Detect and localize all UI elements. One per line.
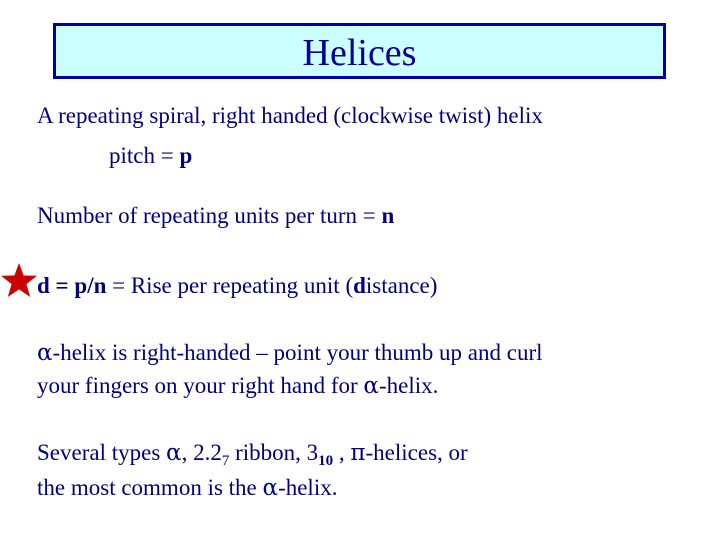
types-text-c: , (333, 440, 351, 465)
rise-description-end: istance) (365, 273, 438, 298)
alpha-symbol: α (363, 373, 379, 399)
alpha-text-2-end: -helix. (378, 373, 439, 398)
rise-line (37, 271, 437, 301)
alpha-symbol: α (262, 475, 279, 501)
alpha-line-2 (37, 371, 438, 401)
pitch-line (109, 141, 192, 171)
alpha-text-1: -helix is right-handed – point your thumb up and curl (52, 340, 543, 365)
alpha-line-1 (37, 338, 543, 368)
pi-symbol: π (350, 440, 366, 466)
units-label: Number of repeating units per turn = (37, 203, 382, 228)
units-line (37, 201, 394, 231)
types-text-f: -helix. (278, 475, 338, 500)
subscript-10: 10 (318, 453, 334, 469)
alpha-text-2: your fingers on your right hand for (37, 373, 364, 398)
alpha-symbol: α (37, 340, 53, 366)
types-text-a: , 2.2 (181, 440, 222, 465)
units-variable: n (381, 203, 395, 228)
star-icon (0, 262, 38, 298)
types-line-2 (37, 473, 337, 503)
alpha-symbol: α (166, 440, 182, 466)
types-label: Several types (37, 440, 167, 465)
title-banner (53, 23, 666, 79)
types-text-d: -helices, or (365, 440, 468, 465)
definition-text: A repeating spiral, right handed (clockwise twist) helix (37, 103, 543, 128)
types-text-e: the most common is the (37, 475, 263, 500)
types-line-1 (37, 438, 468, 468)
rise-bold-letter: d (353, 273, 366, 298)
page-title: Helices (302, 32, 417, 74)
pitch-variable: p (179, 143, 193, 168)
types-text-b: ribbon, 3 (229, 440, 319, 465)
definition-line (37, 101, 543, 131)
rise-formula: d = p/n (37, 273, 107, 298)
subscript-7: 7 (221, 453, 230, 469)
rise-description: = Rise per repeating unit ( (106, 273, 354, 298)
pitch-label: pitch = (109, 143, 180, 168)
